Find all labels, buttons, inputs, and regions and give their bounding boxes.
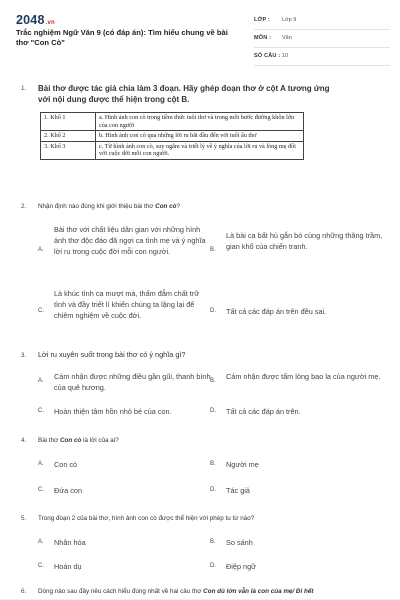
option-letter: A. (38, 247, 44, 253)
option-letter: D. (210, 408, 216, 414)
question-text-emphasis: Con cò (155, 203, 177, 210)
question-number: 5. (21, 515, 27, 522)
table-row (41, 131, 304, 142)
question-2-text (38, 202, 180, 211)
option-c[interactable]: Đứa con (54, 486, 83, 495)
option-b[interactable]: Cảm nhận được tấm lòng bao la của người mẹ. (226, 372, 381, 381)
option-d[interactable]: Tác giả (226, 486, 250, 495)
option-letter: C. (38, 308, 44, 314)
meta-label: LỚP : (254, 17, 270, 23)
question-text-part: Dòng nào sau đây nêu cách hiểu đúng nhất về hai câu thơ (38, 588, 204, 595)
meta-value: Văn (282, 35, 292, 41)
option-a[interactable]: Nhân hóa (54, 538, 86, 547)
table-cell-b: c. Từ hình ảnh con cò, suy ngẫm và triết lý về ý nghĩa của lời ru và lòng mẹ đối với cuộc đời mỗi con người. (96, 141, 304, 159)
meta-row-subject (254, 33, 390, 48)
option-d[interactable]: Điệp ngữ (226, 562, 257, 571)
option-c[interactable]: Hoàn thiện tâm hồn nhỏ bé của con. (54, 407, 172, 416)
header (0, 0, 400, 64)
question-number: 3. (21, 352, 27, 359)
question-1-text: Bài thơ được tác giả chia làm 3 đoạn. Hãy ghép đoạn thơ ở cột A tương ứng với nội dung được thể hiện trong cột B. (38, 84, 330, 104)
page-title: Trắc nghiệm Ngữ Văn 9 (có đáp án): Tìm hiểu chung về bài thơ "Con Cò" (16, 28, 228, 47)
option-letter: C. (38, 487, 44, 493)
meta-panel (254, 15, 390, 69)
question-4-text (38, 436, 119, 445)
logo-text: 2048 (16, 13, 45, 27)
site-logo[interactable] (16, 13, 55, 27)
option-letter: B. (210, 247, 216, 253)
table-row (41, 113, 304, 131)
option-b[interactable]: Người mẹ (226, 460, 259, 469)
option-letter: C. (38, 408, 44, 414)
meta-label: SỐ CÂU : (254, 53, 281, 59)
question-3-text: Lời ru xuyên suốt trong bài thơ có ý nghĩa gì? (38, 350, 186, 359)
table-cell-b: b. Hình ảnh con cò qua những lời ru bắt đầu đến với tuổi ấu thơ (96, 131, 304, 142)
option-letter: D. (210, 563, 216, 569)
option-letter: C. (38, 563, 44, 569)
question-number: 4. (21, 437, 27, 444)
matching-table (40, 112, 304, 160)
question-number: 6. (21, 588, 27, 595)
question-text-part: Bài thơ (38, 437, 60, 444)
table-cell-a: 3. Khổ 3 (41, 141, 96, 159)
option-letter: D. (210, 308, 216, 314)
table-cell-b: a. Hình ảnh con cò trong tiềm thức tuổi thơ và trong mỗi bước đường khôn lớn của con người (96, 113, 304, 131)
meta-value: 10 (282, 53, 289, 59)
table-row (41, 141, 304, 159)
option-a[interactable]: Cảm nhận được những điều gần gũi, thanh bình của quê hương. (54, 372, 211, 392)
meta-label: MÔN : (254, 35, 272, 41)
question-number: 2. (21, 203, 27, 210)
logo-tld: .vn (45, 20, 55, 26)
option-letter: D. (210, 487, 216, 493)
option-letter: B. (210, 461, 216, 467)
meta-row-class (254, 15, 390, 30)
meta-row-count (254, 51, 390, 66)
question-text-emphasis: Con dù lớn vẫn là con của mẹ/ Đi hết (203, 588, 314, 595)
question-text-part: là lời của ai? (81, 437, 119, 444)
option-letter: A. (38, 539, 44, 545)
meta-value: Lớp 9 (282, 17, 297, 23)
option-a[interactable]: Bài thơ với chất liệu dân gian với những hình ảnh thơ độc đáo đã ngợi ca tình mẹ và ý nghĩa lời ru trong cuộc đời mỗi con người. (54, 225, 206, 256)
table-cell-a: 2. Khổ 2 (41, 131, 96, 142)
option-c[interactable]: Là khúc tình ca mượt mà, thấm đẫm chất trữ tình và đầy triết lí khiến chúng ta lặng lại để chiêm nghiệm về cuộc đời. (54, 289, 200, 320)
table-cell-a: 1. Khổ 1 (41, 113, 96, 131)
option-d[interactable]: Tất cả các đáp án trên đều sai. (226, 307, 327, 316)
question-5-text: Trong đoạn 2 của bài thơ, hình ảnh con cò được thể hiện với phép tu từ nào? (38, 515, 255, 522)
option-a[interactable]: Con cò (54, 460, 78, 469)
option-letter: A. (38, 461, 44, 467)
option-letter: A. (38, 378, 44, 384)
option-c[interactable]: Hoán dụ (54, 562, 82, 571)
option-b[interactable]: So sánh (226, 538, 253, 547)
question-6-text (38, 587, 398, 596)
question-text-emphasis: Con cò (59, 437, 82, 444)
option-letter: B. (210, 539, 216, 545)
option-letter: B. (210, 378, 216, 384)
option-d[interactable]: Tất cả các đáp án trên. (226, 407, 301, 416)
question-text-part: Nhận định nào đúng khi giới thiệu bài thơ (38, 203, 156, 210)
question-text-part: ? (176, 203, 180, 210)
option-b[interactable]: Là bài ca bất hủ gắn bó cùng những thăng trầm, gian khổ của chiến tranh. (226, 231, 383, 251)
question-number: 1. (21, 85, 27, 92)
